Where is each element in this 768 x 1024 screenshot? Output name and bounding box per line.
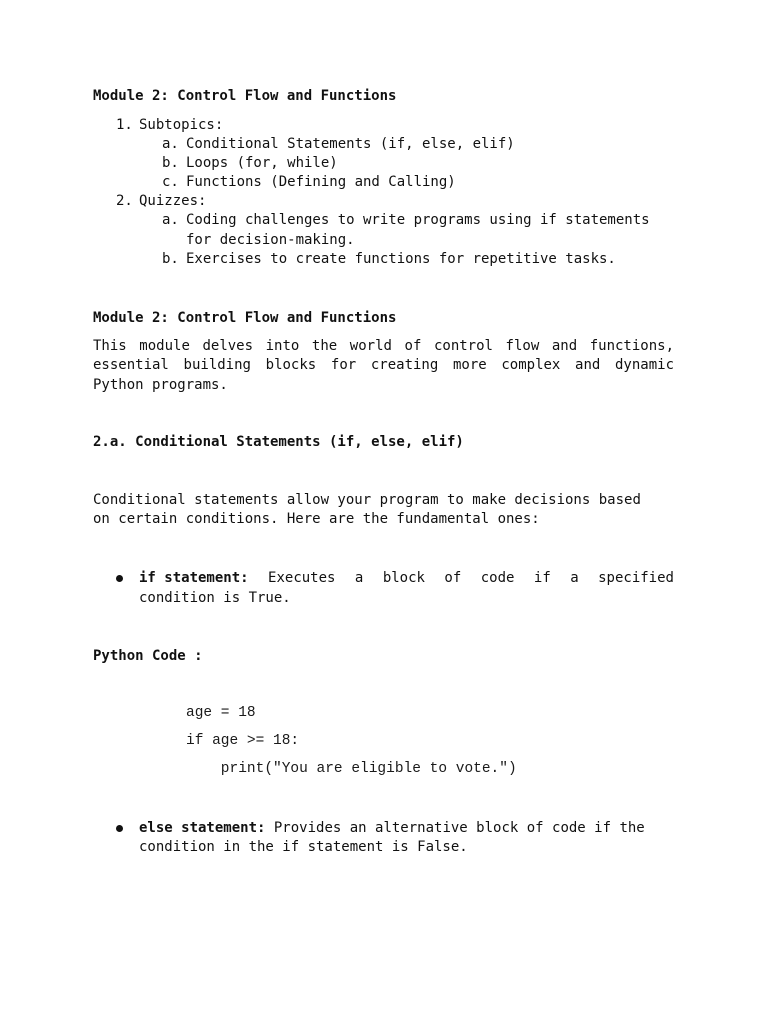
code-line: if age >= 18: — [186, 733, 300, 749]
list-marker: a. — [162, 212, 179, 228]
word: block — [382, 570, 425, 586]
list-marker: a. — [162, 136, 179, 152]
list-item: Coding challenges to write programs using if statements — [186, 212, 650, 228]
if-statement-term: if statement: — [139, 570, 249, 586]
if-statement-line — [139, 569, 674, 588]
list-item: Subtopics: — [139, 117, 224, 133]
word: Executes — [268, 570, 336, 586]
word: specified — [598, 570, 674, 586]
list-item: Conditional Statements (if, else, elif) — [186, 136, 515, 152]
else-statement-line — [139, 819, 645, 838]
code-line: print("You are eligible to vote.") — [186, 761, 517, 777]
word: if — [533, 570, 551, 586]
code-line: age = 18 — [186, 705, 256, 721]
code-label: Python Code : — [93, 648, 203, 664]
list-marker: 1. — [116, 117, 133, 133]
list-item-continuation: for decision-making. — [186, 232, 355, 248]
if-statement-continuation: condition is True. — [139, 590, 291, 606]
list-marker: b. — [162, 155, 179, 171]
else-statement-text: Provides an alternative block of code if the — [273, 820, 645, 836]
bullet-dot — [116, 825, 123, 832]
word: of — [444, 570, 462, 586]
word: a — [570, 570, 579, 586]
section-intro-line: on certain conditions. Here are the fundamental ones: — [93, 511, 540, 527]
list-item: Quizzes: — [139, 193, 207, 209]
list-marker: c. — [162, 174, 179, 190]
list-item: Loops (for, while) — [186, 155, 338, 171]
list-item: Functions (Defining and Calling) — [186, 174, 456, 190]
section-intro-line: Conditional statements allow your program to make decisions based — [93, 492, 641, 508]
word: code — [480, 570, 515, 586]
list-item: Exercises to create functions for repetitive tasks. — [186, 251, 616, 267]
bullet-dot — [116, 575, 123, 582]
module-intro-line: This module delves into the world of control flow and functions, — [93, 338, 674, 354]
word: a — [354, 570, 364, 586]
else-statement-term: else statement: — [139, 820, 266, 836]
else-statement-continuation: condition in the if statement is False. — [139, 839, 468, 855]
module-intro-line: essential building blocks for creating more complex and dynamic — [93, 357, 674, 373]
module-heading: Module 2: Control Flow and Functions — [93, 310, 397, 326]
module-intro-line: Python programs. — [93, 377, 228, 393]
list-marker: b. — [162, 251, 179, 267]
list-marker: 2. — [116, 193, 133, 209]
section-heading: 2.a. Conditional Statements (if, else, elif) — [93, 434, 464, 450]
outline-heading: Module 2: Control Flow and Functions — [93, 88, 397, 104]
